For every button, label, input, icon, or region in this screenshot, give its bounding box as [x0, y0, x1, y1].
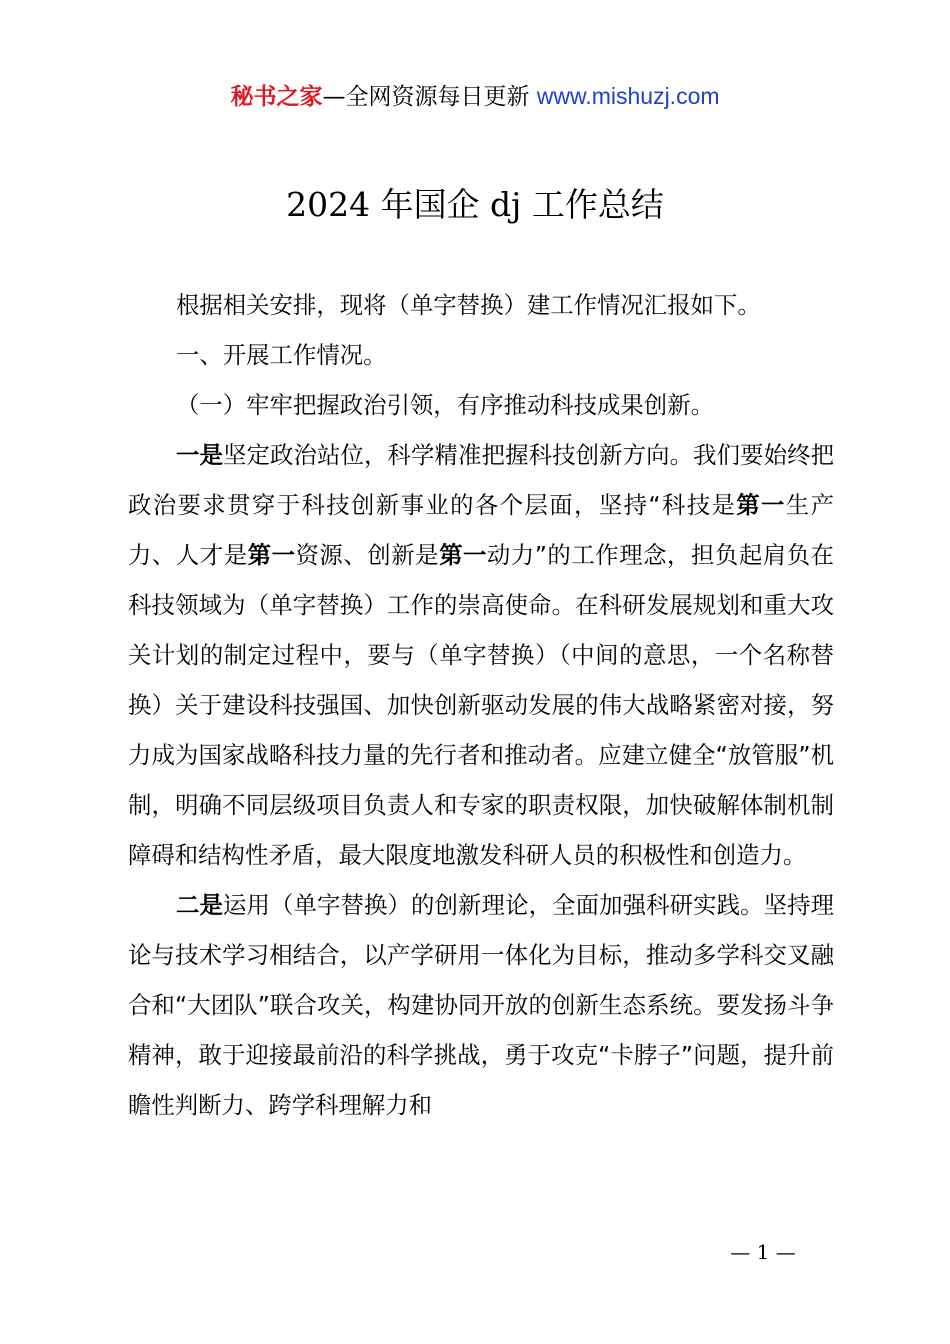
point-two-text: 运用（单字替换）的创新理论，全面加强科研实践。坚持理论与技术学习相结合，以产学研用一体化为目标，推动多学科交叉融合和“大团队”联合攻关，构建协同开放的创新生态系统。要发扬斗争精神，敢于迎接最前沿的科学挑战，勇于攻克“卡脖子”问题，提升前瞻性判断力、跨学科理解力和 [128, 891, 835, 1119]
point-one-bold-3: 第一 [439, 541, 487, 569]
document-body [128, 280, 834, 1130]
paragraph-point-one [128, 430, 834, 880]
paragraph-point-two [128, 880, 834, 1130]
point-one-text-1: 坚定政治站位，科学精准把握科技创新方向。我们要始终把政治要求贯穿于科技创新事业的各个层面，坚持“科技是 [128, 441, 835, 519]
point-one-bold-1: 第一 [736, 491, 786, 519]
subsection-heading: （一）牢牢把握政治引领，有序推动科技成果创新。 [176, 391, 714, 419]
point-one-bold-2: 第一 [247, 541, 296, 569]
site-header [0, 80, 950, 113]
point-two-lead: 二是 [176, 891, 224, 919]
site-brand: 秘书之家 [230, 84, 323, 110]
paragraph-intro: 根据相关安排，现将（单字替换）建工作情况汇报如下。 [176, 291, 761, 319]
section-heading: 一、开展工作情况。 [176, 341, 387, 369]
point-one-text-3: 资源、创新是 [295, 541, 440, 569]
site-slogan: —全网资源每日更新 [322, 84, 537, 110]
page-number: — 1 — [730, 1240, 796, 1264]
point-one-lead: 一是 [176, 441, 224, 469]
site-url-link[interactable]: www.mishuzj.com [536, 83, 720, 109]
point-one-text-2: 生产力、人才是 [128, 491, 834, 569]
point-one-text-4: 动力”的工作理念，担负起肩负在科技领域为（单字替换）工作的崇高使命。在科研发展规划和重大攻关计划的制定过程中，要与（单字替换）（中间的意思，一个名称替换）关于建设科技强国、加快创新驱动发展的伟大战略紧密对接，努力成为国家战略科技力量的先行者和推动者。应建立健全“放管服”机制，明确不同层级项目负责人和专家的职责权限，加快破解体制机制障碍和结构性矛盾，最大限度地激发科研人员的积极性和创造力。 [128, 541, 835, 869]
document-title: 2024 年国企 dj 工作总结 [286, 185, 664, 224]
